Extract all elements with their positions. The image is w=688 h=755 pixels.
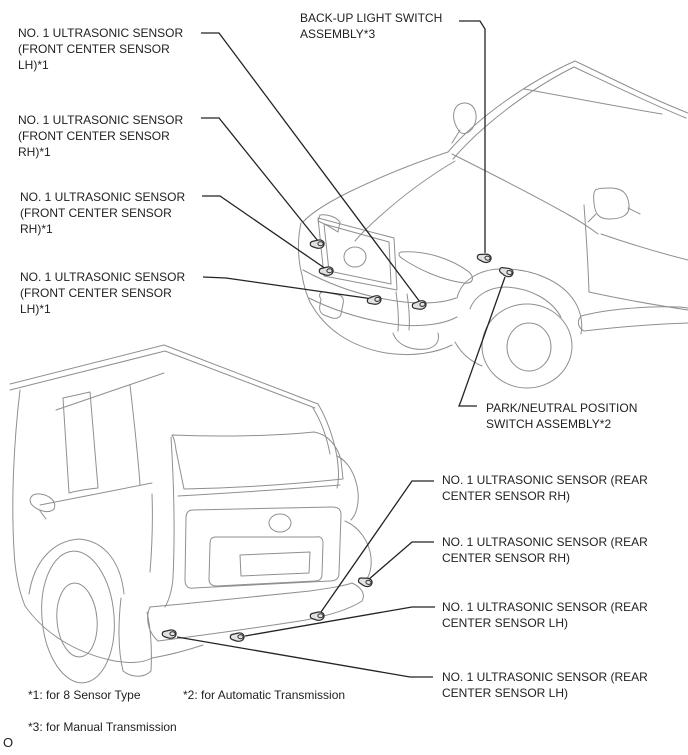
label-line: (FRONT CENTER SENSOR xyxy=(18,129,170,143)
footnote-1: *1: for 8 Sensor Type xyxy=(28,688,141,702)
rear-bumper-right-corner xyxy=(352,583,363,601)
tailgate-panel xyxy=(185,507,341,588)
leader-front-rh-bottom xyxy=(202,196,326,269)
quarter-window-sill xyxy=(69,488,98,493)
label-line: (FRONT CENTER SENSOR xyxy=(20,286,172,300)
leader-rear-rh-1 xyxy=(321,481,434,612)
label-rear-sensor-rh-2 xyxy=(442,534,648,566)
beltline xyxy=(601,234,688,260)
label-line: LH)*1 xyxy=(18,58,49,72)
label-rear-sensor-lh-2 xyxy=(442,669,648,701)
sensor-icons xyxy=(162,240,514,641)
label-line: (FRONT CENTER SENSOR xyxy=(20,206,172,220)
label-line: NO. 1 ULTRASONIC SENSOR xyxy=(20,190,186,204)
roof-edge-parallel xyxy=(10,351,315,408)
label-line: SWITCH ASSEMBLY*2 xyxy=(486,417,612,431)
front-vehicle-line-art xyxy=(298,61,688,388)
label-line: CENTER SENSOR LH) xyxy=(442,616,569,630)
rear-emblem xyxy=(269,514,291,532)
label-backup-light-switch xyxy=(300,10,442,42)
right-headlamp xyxy=(399,252,472,283)
label-line: RH)*1 xyxy=(18,145,51,159)
rear-center-sensor-lh-outer-icon xyxy=(162,630,176,638)
park-neutral-position-switch-icon xyxy=(498,266,514,279)
label-front-sensor-rh-bottom xyxy=(20,189,185,237)
footnote-2: *2: for Automatic Transmission xyxy=(183,688,346,702)
label-line: NO. 1 ULTRASONIC SENSOR (REAR xyxy=(442,670,648,684)
label-rear-sensor-rh-1 xyxy=(442,472,648,504)
left-mirror-stalk xyxy=(452,130,460,143)
front-emblem xyxy=(344,247,366,267)
label-line: NO. 1 ULTRASONIC SENSOR xyxy=(20,270,186,284)
roof-line-inner xyxy=(453,67,686,159)
label-line: CENTER SENSOR RH) xyxy=(442,551,571,565)
leader-front-lh-top xyxy=(201,33,420,302)
leader-park-neutral xyxy=(459,277,505,406)
front-wheel-rim xyxy=(507,323,551,371)
fender-flare-outer xyxy=(457,269,582,334)
label-line: LH)*1 xyxy=(20,302,51,316)
front-center-sensor-rh-lower-icon xyxy=(319,267,333,275)
bumper-divider-2 xyxy=(407,294,409,330)
fender-arch-inner xyxy=(470,287,561,317)
bumper-lower-edge xyxy=(310,302,452,355)
mud-flap xyxy=(119,598,151,676)
side-mirror-stalk xyxy=(40,511,46,519)
leader-rear-lh-2 xyxy=(177,637,433,677)
corner-pillar-seam xyxy=(165,437,174,607)
running-board-bottom xyxy=(584,323,688,331)
rear-wheel-tire xyxy=(36,548,119,686)
left-pillar-1 xyxy=(63,398,69,493)
roof-line-outer xyxy=(448,61,688,152)
drip-rail xyxy=(56,373,164,410)
body-left-edge xyxy=(13,390,25,606)
hood-left-edge xyxy=(303,152,448,222)
hood-crease xyxy=(355,161,455,241)
label-line: ASSEMBLY*3 xyxy=(300,27,376,41)
roof-edge xyxy=(10,345,318,404)
left-pillar-2 xyxy=(90,392,98,488)
side-beltline xyxy=(40,483,152,505)
bumper-divider-1 xyxy=(396,292,398,331)
rear-bumper-top xyxy=(150,583,352,607)
windshield-cowl xyxy=(452,154,598,234)
page-margin-character: O xyxy=(3,735,14,750)
label-line: (FRONT CENTER SENSOR xyxy=(18,42,170,56)
label-line: NO. 1 ULTRASONIC SENSOR (REAR xyxy=(442,535,648,549)
license-recess xyxy=(209,537,323,586)
running-board-top xyxy=(581,307,688,316)
rear-center-sensor-lh-inner-icon xyxy=(230,633,244,641)
grille-inner-line xyxy=(324,224,391,284)
label-line: RH)*1 xyxy=(20,222,53,236)
rear-center-sensor-rh-inner-icon xyxy=(310,612,324,620)
label-rear-sensor-lh-1 xyxy=(442,599,648,631)
front-center-sensor-rh-upper-icon xyxy=(310,240,324,248)
rear-vehicle-line-art xyxy=(10,345,371,686)
label-park-neutral-switch xyxy=(486,400,637,432)
c-pillar-edge xyxy=(130,385,140,485)
front-center-sensor-lh-upper-icon xyxy=(412,300,427,310)
footnote-3: *3: for Manual Transmission xyxy=(28,720,177,734)
front-center-sensor-lh-lower-icon xyxy=(367,295,382,305)
leader-backup-switch xyxy=(459,21,485,253)
label-line: NO. 1 ULTRASONIC SENSOR xyxy=(18,26,184,40)
tailgate-window-seam xyxy=(178,485,340,496)
side-rear-edge xyxy=(150,494,152,572)
label-line: CENTER SENSOR LH) xyxy=(442,686,569,700)
ground-line xyxy=(152,645,203,658)
quarter-window-top xyxy=(63,392,90,398)
backup-light-switch-icon xyxy=(477,253,492,264)
label-line: NO. 1 ULTRASONIC SENSOR (REAR xyxy=(442,600,648,614)
grille-outline xyxy=(318,218,397,290)
label-front-sensor-rh-top xyxy=(18,112,183,160)
rear-pillar-inner xyxy=(313,408,330,454)
label-line: NO. 1 ULTRASONIC SENSOR (REAR xyxy=(442,473,648,487)
door-seam xyxy=(584,205,589,292)
right-mirror xyxy=(594,188,629,219)
front-wheel-tire xyxy=(482,304,572,388)
label-line: CENTER SENSOR RH) xyxy=(442,489,571,503)
left-mirror xyxy=(454,103,476,134)
skid-plate xyxy=(393,333,439,349)
leader-rear-rh-2 xyxy=(368,542,434,580)
leader-lines xyxy=(177,21,505,677)
label-line: BACK-UP LIGHT SWITCH xyxy=(300,11,443,25)
rear-fender-flare xyxy=(345,521,371,584)
label-line: PARK/NEUTRAL POSITION xyxy=(486,401,638,415)
license-plate xyxy=(240,552,310,576)
fog-lamp-recess xyxy=(320,292,344,319)
label-front-sensor-lh-top xyxy=(18,25,183,73)
rear-window xyxy=(172,432,343,489)
label-front-sensor-lh-bottom xyxy=(20,269,185,317)
rear-wheel-rim xyxy=(54,581,100,658)
rear-wheel-arch xyxy=(29,539,124,594)
label-line: NO. 1 ULTRASONIC SENSOR xyxy=(18,113,184,127)
